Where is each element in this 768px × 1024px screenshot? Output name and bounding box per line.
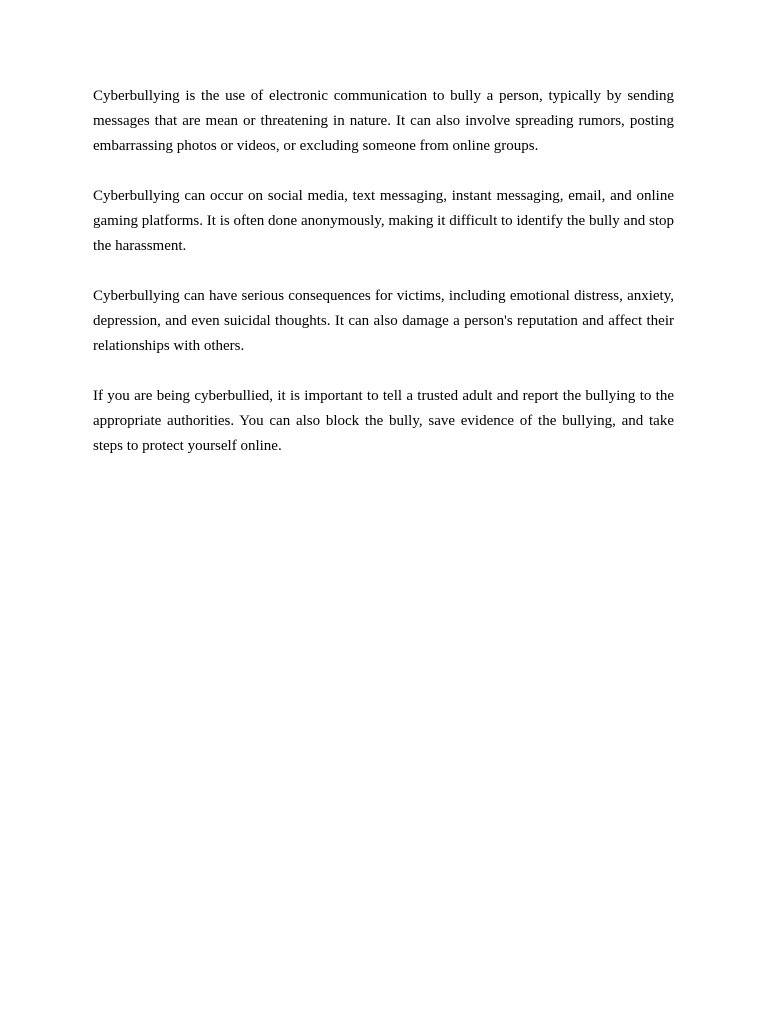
paragraph-definition: Cyberbullying is the use of electronic communication to bully a person, typically by sending messages that are mean or threatening in nature. It can also involve spreading rumors, posting embarrassing photos or videos, or excluding someone from online groups. <box>93 88 674 154</box>
paragraph-consequences: Cyberbullying can have serious consequences for victims, including emotional distress, anxiety, depression, and even suicidal thoughts. It can also damage a person's reputation and affect their relationships with others. <box>93 288 674 354</box>
document-body <box>93 84 674 484</box>
paragraph-platforms: Cyberbullying can occur on social media, text messaging, instant messaging, email, and online gaming platforms. It is often done anonymously, making it difficult to identify the bully and stop the harassment. <box>93 188 674 254</box>
paragraph-advice: If you are being cyberbullied, it is important to tell a trusted adult and report the bullying to the appropriate authorities. You can also block the bully, save evidence of the bullying, and take steps to protect yourself online. <box>93 388 674 454</box>
